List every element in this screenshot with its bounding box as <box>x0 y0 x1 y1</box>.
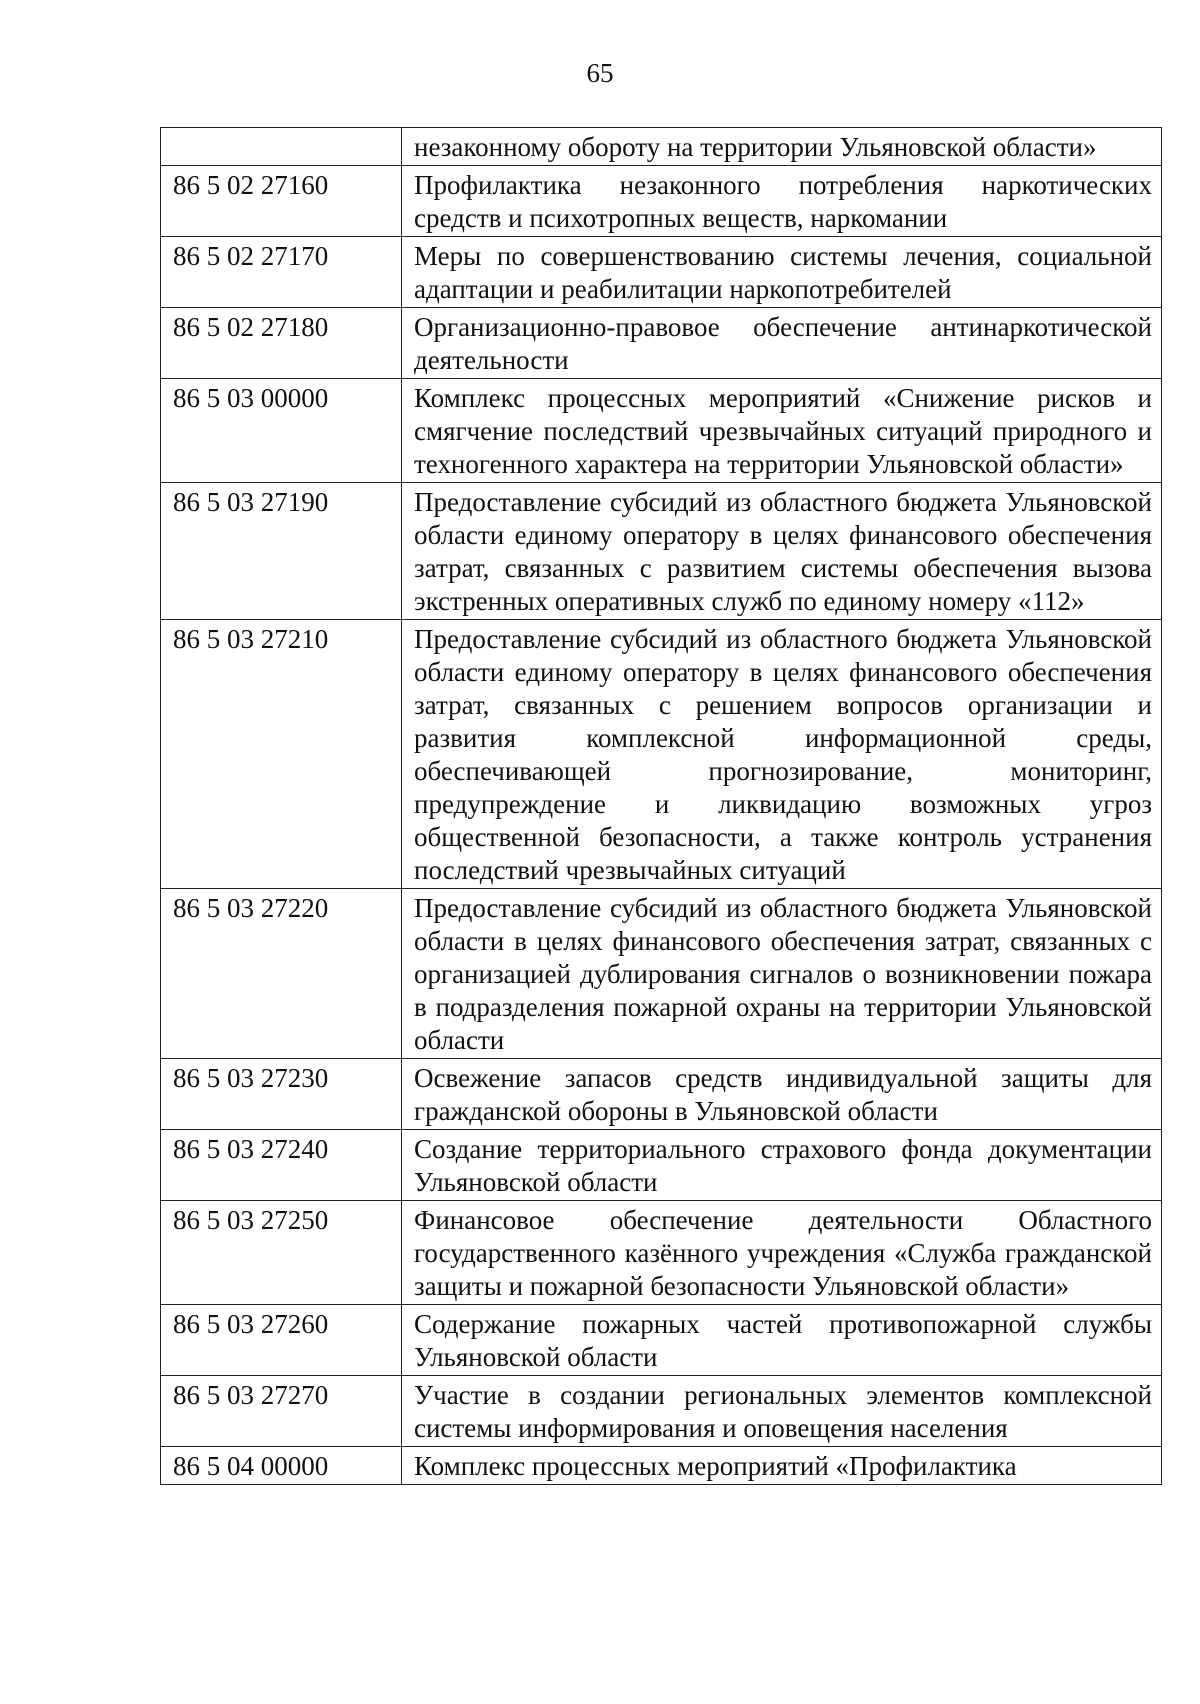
row-code: 86 5 03 27190 <box>161 483 402 620</box>
row-description: Финансовое обеспечение деятельности Областного государственного казённого учреждения «Служба гражданской защиты и пожарной безопасности Ульяновской области» <box>402 1201 1162 1305</box>
row-code: 86 5 04 00000 <box>161 1447 402 1485</box>
row-description: Предоставление субсидий из областного бюджета Ульяновской области единому оператору в целях финансового обеспечения затрат, связанных с решением вопросов организации и развития комплексной информационной среды, обеспечивающей прогнозирование, мониторинг, предупреждение и ликвидацию возможных угроз общественной безопасности, а также контроль устранения последствий чрезвычайных ситуаций <box>402 620 1162 889</box>
classification-table <box>160 127 1162 1485</box>
row-description: Участие в создании региональных элементов комплексной системы информирования и оповещения населения <box>402 1376 1162 1447</box>
row-code: 86 5 03 27270 <box>161 1376 402 1447</box>
row-description: незаконному обороту на территории Ульяновской области» <box>402 128 1162 166</box>
row-code: 86 5 03 00000 <box>161 379 402 483</box>
row-description: Предоставление субсидий из областного бюджета Ульяновской области единому оператору в целях финансового обеспечения затрат, связанных с развитием системы обеспечения вызова экстренных оперативных служб по единому номеру «112» <box>402 483 1162 620</box>
row-code <box>161 128 402 166</box>
table-row <box>161 889 1162 1059</box>
row-description: Профилактика незаконного потребления наркотических средств и психотропных веществ, наркомании <box>402 166 1162 237</box>
row-description: Организационно-правовое обеспечение антинаркотической деятельности <box>402 308 1162 379</box>
row-code: 86 5 03 27230 <box>161 1059 402 1130</box>
row-description: Комплекс процессных мероприятий «Профилактика <box>402 1447 1162 1485</box>
row-description: Освежение запасов средств индивидуальной защиты для гражданской обороны в Ульяновской области <box>402 1059 1162 1130</box>
row-description: Комплекс процессных мероприятий «Снижение рисков и смягчение последствий чрезвычайных ситуаций природного и техногенного характера на территории Ульяновской области» <box>402 379 1162 483</box>
table-row <box>161 620 1162 889</box>
row-code: 86 5 03 27260 <box>161 1305 402 1376</box>
table-row <box>161 1201 1162 1305</box>
table-row <box>161 308 1162 379</box>
table-row <box>161 483 1162 620</box>
row-code: 86 5 02 27180 <box>161 308 402 379</box>
row-description: Предоставление субсидий из областного бюджета Ульяновской области в целях финансового обеспечения затрат, связанных с организацией дублирования сигналов о возникновении пожара в подразделения пожарной охраны на территории Ульяновской области <box>402 889 1162 1059</box>
row-description: Содержание пожарных частей противопожарной службы Ульяновской области <box>402 1305 1162 1376</box>
table-row <box>161 237 1162 308</box>
table-row <box>161 166 1162 237</box>
table-row <box>161 379 1162 483</box>
table-row <box>161 1447 1162 1485</box>
table-row <box>161 1130 1162 1201</box>
page-number: 65 <box>586 58 614 88</box>
row-description: Меры по совершенствованию системы лечения, социальной адаптации и реабилитации наркопотребителей <box>402 237 1162 308</box>
row-code: 86 5 03 27220 <box>161 889 402 1059</box>
row-code: 86 5 03 27250 <box>161 1201 402 1305</box>
table-row <box>161 1376 1162 1447</box>
row-code: 86 5 03 27210 <box>161 620 402 889</box>
row-code: 86 5 02 27170 <box>161 237 402 308</box>
table-row <box>161 128 1162 166</box>
row-code: 86 5 03 27240 <box>161 1130 402 1201</box>
row-description: Создание территориального страхового фонда документации Ульяновской области <box>402 1130 1162 1201</box>
row-code: 86 5 02 27160 <box>161 166 402 237</box>
table-row <box>161 1059 1162 1130</box>
table-row <box>161 1305 1162 1376</box>
